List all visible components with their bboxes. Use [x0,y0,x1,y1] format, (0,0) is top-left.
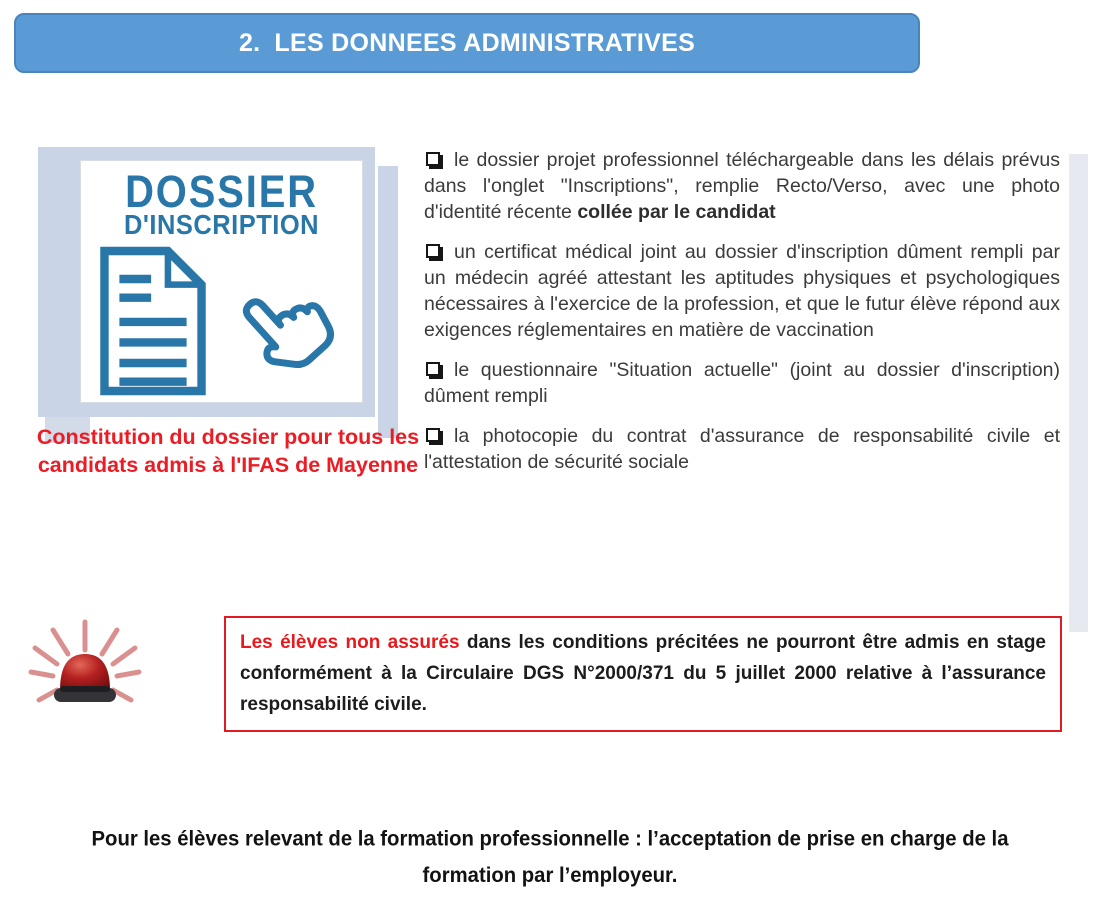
dossier-image [80,160,363,403]
pointing-hand-icon [209,269,357,391]
checklist-item [424,239,1060,343]
checklist-item-text: un certificat médical joint au dossier d'inscription dûment rempli par un médecin agréé attestant les aptitudes physiques et psychologiques nécessaires à l'exercice de la profession, et que le futur élève répond aux exigences réglementaires en matière de vaccination [424,241,1060,341]
checklist-item-text: le questionnaire "Situation actuelle" (joint au dossier d'inscription) dûment rempli [424,359,1060,407]
checklist-item [424,147,1060,225]
panel-shadow-strip [378,166,398,438]
document-icon [97,245,209,397]
section-header-banner [14,13,920,73]
warning-box [224,616,1062,732]
checklist-item [424,357,1060,409]
footer-note: Pour les élèves relevant de la formation professionnelle : l’acceptation de prise en charge de la formation par l’employeur. [91,827,1009,887]
section-title: LES DONNEES ADMINISTRATIVES [274,28,696,57]
checkbox-bullet-icon [426,362,440,376]
alarm-siren-icon [26,616,144,720]
checklist-item-text: le dossier projet professionnel téléchargeable dans les délais prévus dans l'onglet "Inscriptions", remplie Recto/Verso, avec une photo d'identité récente [424,149,1060,223]
warning-highlight: Les élèves non assurés [240,632,460,653]
warning-text: dans les conditions précitées ne pourront être admis en stage conformément à la Circulaire DGS N°2000/371 du 5 juillet 2000 relative à l’assurance responsabilité civile. [240,632,1046,715]
dossier-logo-line1: DOSSIER [125,165,318,217]
checklist [424,147,1060,489]
checklist-item [424,423,1060,475]
page-edge-strip [1069,154,1088,632]
checklist-item-bold: collée par le candidat [577,201,776,223]
dossier-panel [38,147,375,417]
checkbox-bullet-icon [426,152,440,166]
dossier-caption: Constitution du dossier pour tous les candidats admis à l'IFAS de Mayenne [36,425,420,477]
checkbox-bullet-icon [426,244,440,258]
section-number: 2. [238,28,261,57]
checkbox-bullet-icon [426,428,440,442]
checklist-item-text: la photocopie du contrat d'assurance de responsabilité civile et l'attestation de sécurité sociale [424,425,1060,473]
dossier-logo-line2: D'INSCRIPTION [123,208,320,241]
